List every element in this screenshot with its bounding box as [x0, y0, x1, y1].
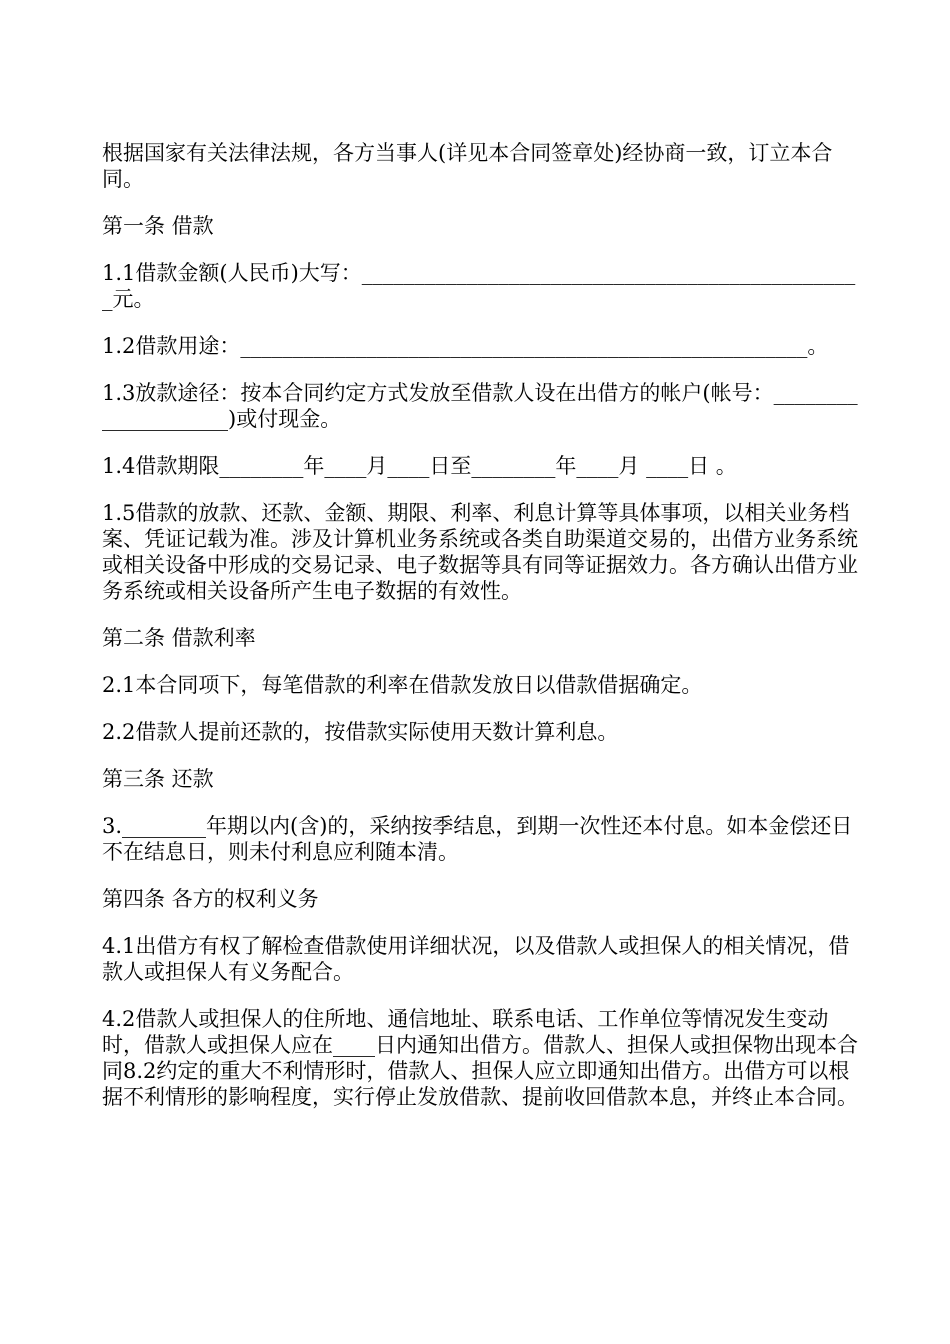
clause-1-3: 1.3放款途径：按本合同约定方式发放至借款人设在出借方的帐户(帐号：____________________)或付现金。 [102, 381, 858, 431]
article-4-heading: 第四条 各方的权利义务 [102, 887, 319, 911]
clause-1-4: 1.4借款期限________年____月____日至________年____月 ____日 。 [102, 454, 737, 478]
clause-1-5: 1.5借款的放款、还款、金额、期限、利率、利息计算等具体事项，以相关业务档案、凭证记载为准。涉及计算机业务系统或各类自助渠道交易的，出借方业务系统或相关设备中形成的交易记录、电子数据等具有同等证据效力。各方确认出借方业务系统或相关设备所产生电子数据的有效性。 [102, 501, 858, 603]
clause-3: 3.________年期以内(含)的，采纳按季结息，到期一次性还本付息。如本金偿还日不在结息日，则未付利息应利随本清。 [102, 814, 853, 864]
clause-1-2: 1.2借款用途：______________________________________________________。 [102, 334, 829, 358]
clause-4-1: 4.1出借方有权了解检查借款使用详细状况，以及借款人或担保人的相关情况，借款人或担保人有义务配合。 [102, 934, 850, 984]
article-3-heading: 第三条 还款 [102, 767, 214, 791]
document-body [102, 140, 862, 1131]
article-1-heading: 第一条 借款 [102, 214, 214, 238]
article-2-heading: 第二条 借款利率 [102, 626, 256, 650]
clause-2-1: 2.1本合同项下，每笔借款的利率在借款发放日以借款借据确定。 [102, 673, 703, 697]
preamble-paragraph: 根据国家有关法律法规，各方当事人(详见本合同签章处)经协商一致，订立本合同。 [102, 141, 833, 191]
clause-4-2: 4.2借款人或担保人的住所地、通信地址、联系电话、工作单位等情况发生变动时，借款人或担保人应在____日内通知出借方。借款人、担保人或担保物出现本合同8.2约定的重大不利情形时，借款人、担保人应立即通知出借方。出借方可以根据不利情形的影响程度，实行停止发放借款、提前收回借款本息，并终止本合同。 [102, 1007, 858, 1109]
clause-1-1: 1.1借款金额(人民币)大写：________________________________________________元。 [102, 261, 856, 311]
clause-2-2: 2.2借款人提前还款的，按借款实际使用天数计算利息。 [102, 720, 619, 744]
